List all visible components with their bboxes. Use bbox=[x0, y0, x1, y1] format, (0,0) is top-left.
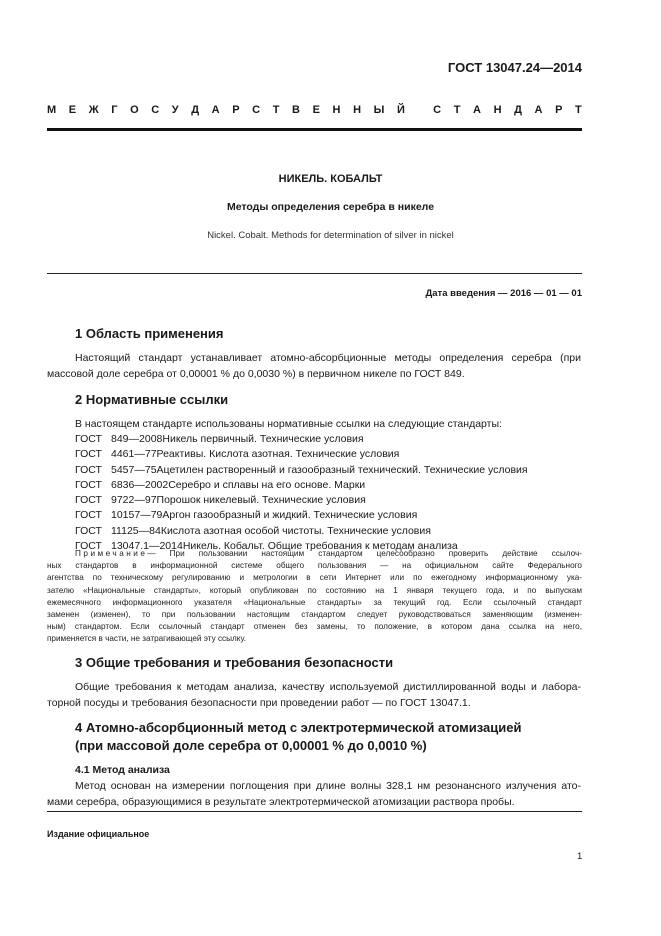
reference-item bbox=[75, 432, 528, 447]
reference-code: 5457—75 bbox=[111, 463, 157, 476]
banner-letter: С bbox=[151, 104, 160, 116]
document-title: НИКЕЛЬ. КОБАЛЬТ bbox=[278, 173, 383, 185]
intro-date: Дата введения — 2016 — 01 — 01 bbox=[425, 288, 582, 299]
note-line: зателю «Национальные стандарты», который опубликован по состоянию на 1 января текущего года, и по выпускам bbox=[47, 585, 582, 595]
footer-rule bbox=[47, 811, 582, 812]
banner-letter: О bbox=[130, 104, 139, 116]
banner-letter: А bbox=[211, 104, 220, 116]
reference-code: 6836—2002 bbox=[111, 478, 169, 491]
banner-letter: Е bbox=[312, 104, 320, 116]
section-2-heading: 2 Нормативные ссылки bbox=[75, 392, 229, 407]
banner-letter: Ж bbox=[88, 104, 99, 116]
reference-code: 13047.1—2014 bbox=[111, 540, 183, 553]
reference-code: 4461—77 bbox=[111, 448, 157, 461]
subsection-4-1-text bbox=[47, 779, 582, 810]
banner-letter: Н bbox=[493, 104, 502, 116]
text-line: Настоящий стандарт устанавливает атомно-абсорбционные методы определения серебра (при bbox=[75, 352, 581, 364]
reference-gost: ГОСТ bbox=[75, 433, 102, 445]
banner-letter: Р bbox=[555, 104, 563, 116]
note-line: заменен (изменен), то при пользовании настоящим стандартом следует руководствоваться заменяющим (изменен- bbox=[47, 610, 582, 620]
banner-letter: Д bbox=[191, 104, 200, 116]
banner-letter: Ы bbox=[373, 104, 385, 116]
banner-letter: Р bbox=[232, 104, 240, 116]
header-rule bbox=[47, 128, 582, 131]
reference-item bbox=[75, 524, 528, 539]
banner-letter: Т bbox=[575, 104, 582, 116]
text-line: торной посуды и требования безопасности при проведении работ — по ГОСТ 13047.1. bbox=[47, 696, 471, 709]
reference-code: 10157—79 bbox=[111, 509, 163, 522]
banner-letter bbox=[417, 104, 420, 116]
reference-code: 849—2008 bbox=[111, 433, 163, 445]
note-line: агентства по техническому регулированию и метрологии в сети Интернет или по ежегодному информационному ука- bbox=[47, 573, 582, 583]
reference-title: Кислота азотная особой чистоты. Технические условия bbox=[160, 524, 431, 537]
section-1-text bbox=[47, 351, 582, 382]
reference-item bbox=[75, 493, 528, 508]
reference-gost: ГОСТ bbox=[75, 448, 102, 461]
page-number: 1 bbox=[577, 851, 583, 862]
reference-gost: ГОСТ bbox=[75, 463, 102, 476]
reference-gost: ГОСТ bbox=[75, 509, 102, 522]
document-subtitle: Методы определения серебра в никеле bbox=[226, 201, 435, 213]
reference-code: 11125—84 bbox=[111, 524, 161, 537]
subsection-4-1-heading: 4.1 Метод анализа bbox=[75, 764, 170, 776]
section-4-heading-cont: (при массовой доле серебра от 0,00001 % до 0,0010 %) bbox=[75, 738, 427, 753]
section-1-heading: 1 Область применения bbox=[75, 326, 224, 341]
text-line: Метод основан на измерении поглощения при длине волны 328,1 нм резонансного излучения ато- bbox=[75, 780, 581, 792]
banner-letter: В bbox=[292, 104, 300, 116]
banner-letter: А bbox=[534, 104, 543, 116]
banner-letter: А bbox=[473, 104, 481, 116]
banner-letter: У bbox=[171, 104, 179, 116]
note-line bbox=[75, 548, 582, 560]
note bbox=[47, 548, 582, 646]
reference-title: Реактивы. Кислота азотная. Технические условия bbox=[156, 448, 400, 461]
reference-item bbox=[75, 463, 528, 478]
section-4-heading: 4 Атомно-абсорбционный метод с электротермической атомизацией bbox=[75, 720, 522, 735]
banner-letter: Н bbox=[353, 104, 362, 116]
reference-gost: ГОСТ bbox=[75, 478, 102, 491]
banner-letter: Д bbox=[514, 104, 522, 116]
document-code: ГОСТ 13047.24—2014 bbox=[447, 60, 582, 75]
document-title-english: Nickel. Cobalt. Methods for determination of silver in nickel bbox=[207, 230, 454, 241]
note-line: ным) стандартом. Если ссылочный стандарт отменен без замены, то положение, в котором дана ссылка на него, bbox=[47, 622, 582, 632]
reference-title: Никель первичный. Технические условия bbox=[162, 433, 364, 445]
section-2-intro: В настоящем стандарте использованы нормативные ссылки на следующие стандарты: bbox=[75, 418, 502, 430]
reference-list bbox=[75, 432, 528, 554]
text-line: массовой доле серебра от 0,00001 % до 0,0030 %) в первичном никеле по ГОСТ 849. bbox=[47, 367, 465, 380]
banner-letter: С bbox=[252, 104, 261, 116]
banner-letter: Т bbox=[272, 104, 280, 116]
reference-title: Порошок никелевый. Технические условия bbox=[156, 494, 366, 507]
reference-code: 9722—97 bbox=[111, 494, 157, 507]
publication-label: Издание официальное bbox=[47, 829, 150, 839]
banner-letter: Н bbox=[332, 104, 341, 116]
reference-title: Никель. Кобальт. Общие требования к методам анализа bbox=[182, 540, 458, 553]
reference-item bbox=[75, 478, 528, 493]
banner-letter: С bbox=[433, 104, 442, 116]
reference-gost: ГОСТ bbox=[75, 540, 102, 553]
banner-letter: Й bbox=[396, 104, 405, 116]
banner-letter: Т bbox=[453, 104, 461, 116]
interstate-standard-banner bbox=[47, 104, 582, 116]
banner-letter: Е bbox=[68, 104, 77, 116]
section-3-text bbox=[47, 680, 582, 711]
section-3-heading: 3 Общие требования и требования безопасности bbox=[75, 655, 394, 670]
banner-letter: Г bbox=[111, 104, 118, 116]
note-line: ных стандартов в информационной системе общего пользования — на официальном сайте Федерального bbox=[47, 561, 582, 571]
reference-item bbox=[75, 447, 528, 462]
text-line: мами серебра, образующимися в результате электротермической атомизации раствора пробы. bbox=[47, 795, 515, 808]
reference-item bbox=[75, 508, 528, 523]
reference-title: Аргон газообразный и жидкий. Технические условия bbox=[162, 509, 418, 522]
banner-letter: М bbox=[47, 104, 57, 116]
title-rule bbox=[47, 273, 582, 274]
reference-gost: ГОСТ bbox=[75, 494, 102, 507]
reference-title: Ацетилен растворенный и газообразный технический. Технические условия bbox=[156, 463, 528, 476]
note-text: — При пользовании настоящим стандартом целесообразно проверить действие ссылоч- bbox=[147, 549, 582, 558]
reference-gost: ГОСТ bbox=[75, 524, 102, 537]
note-label: Примечание bbox=[75, 549, 148, 558]
text-line: Общие требования к методам анализа, качеству используемой дистиллированной воды и лабора- bbox=[75, 681, 581, 693]
note-line: применяется в части, не затрагивающей эту ссылку. bbox=[47, 634, 247, 644]
note-line: ежемесячного информационного указателя «Национальные стандарты» за текущий год. Если ссылочный стандарт bbox=[47, 597, 582, 607]
reference-title: Серебро и сплавы на его основе. Марки bbox=[168, 478, 366, 491]
